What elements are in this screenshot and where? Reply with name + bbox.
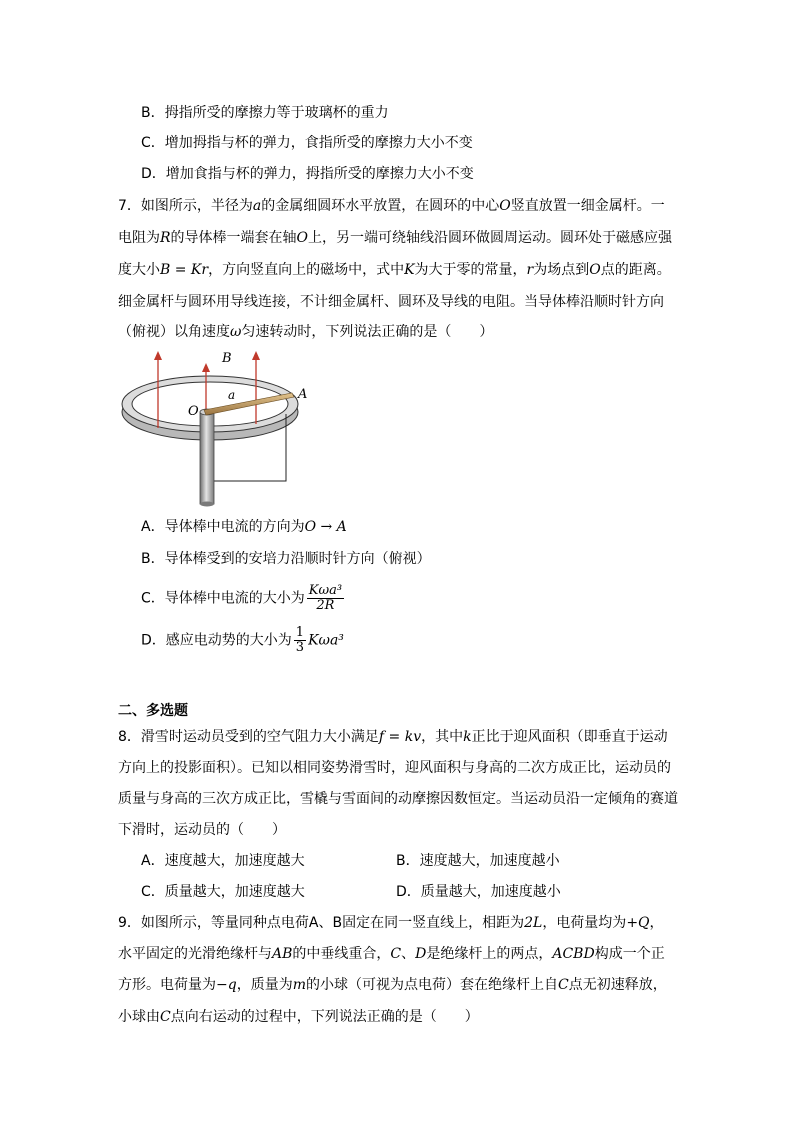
field-arrow-head [202, 363, 210, 372]
q8-option-d: D．质量越大，加速度越小 [396, 884, 561, 900]
q7-stem-line-4: 细金属杆与圆环用导线连接，不计细金属杆、圆环及导线的电阻。当导体棒沿顺时针方向 [118, 294, 664, 310]
q9-stem-line-4: 小球由C点向右运动的过程中，下列说法正确的是（ ） [118, 1009, 479, 1025]
metal-rod-axis [200, 412, 214, 504]
q7-option-b: B．导体棒受到的安培力沿顺时针方向（俯视） [141, 551, 431, 567]
q8-stem-line-1: 8．滑雪时运动员受到的空气阻力大小满足f = kv，其中k正比于迎风面积（即垂直于运动 [118, 729, 668, 745]
q6-option-b: B．拇指所受的摩擦力等于玻璃杯的重力 [141, 105, 389, 121]
label-B: B [222, 351, 232, 366]
q8-option-c: C．质量越大，加速度越大 [141, 884, 305, 900]
q7-stem-line-3: 度大小B = Kr，方向竖直向上的磁场中，式中K为大于零的常量，r为场点到O点的距离。 [118, 262, 671, 278]
q8-option-b: B．速度越大，加速度越小 [396, 853, 560, 869]
q7-option-d: D．感应电动势的大小为 $\frac{1}{3}$ Kωa³ [141, 625, 344, 655]
q8-option-a: A．速度越大，加速度越大 [141, 853, 305, 869]
q6-option-c: C．增加拇指与杯的弹力，食指所受的摩擦力大小不变 [141, 135, 473, 151]
label-O: O [188, 404, 199, 419]
q9-stem-line-1: 9．如图所示，等量同种点电荷A、B固定在同一竖直线上，相距为2L，电荷量均为+Q， [118, 915, 664, 931]
label-a: a [228, 388, 236, 402]
q8-stem-line-4: 下滑时，运动员的（ ） [118, 822, 286, 838]
q8-stem-line-3: 质量与身高的三次方成正比，雪橇与雪面间的动摩擦因数恒定。当运动员沿一定倾角的赛道 [118, 791, 678, 807]
q7-stem-line-2: 电阻为R的导体棒一端套在轴O上，另一端可绕轴线沿圆环做圆周运动。圆环处于磁感应强 [118, 230, 673, 246]
q7-option-c: C．导体棒中电流的大小为 $\frac{\text{Kωa³}}{2R}$ [141, 583, 343, 613]
label-A: A [298, 387, 308, 402]
section-heading: 二、多选题 [118, 703, 188, 719]
q7-stem-line-1: 7．如图所示，半径为a的金属细圆环水平放置，在圆环的中心O竖直放置一细金属杆。一 [118, 198, 665, 214]
q6-option-d: D．增加食指与杯的弹力，拇指所受的摩擦力大小不变 [141, 166, 474, 182]
field-arrow-head [154, 351, 162, 360]
q7-stem-line-5: （俯视）以角速度ω匀速转动时，下列说法正确的是（ ） [118, 324, 494, 340]
field-arrow-head [252, 351, 260, 360]
q7-option-a: A．导体棒中电流的方向为O → A [141, 519, 347, 535]
q8-stem-line-2: 方向上的投影面积）。已知以相同姿势滑雪时，迎风面积与身高的二次方成正比，运动员的 [118, 760, 671, 776]
q9-stem-line-2: 水平固定的光滑绝缘杆与AB的中垂线重合，C、D是绝缘杆上的两点，ACBD构成一个正 [118, 946, 665, 962]
q7-rotating-rod-figure [118, 350, 318, 510]
q9-stem-line-3: 方形。电荷量为−q，质量为m的小球（可视为点电荷）套在绝缘杆上自C点无初速释放， [118, 977, 667, 993]
